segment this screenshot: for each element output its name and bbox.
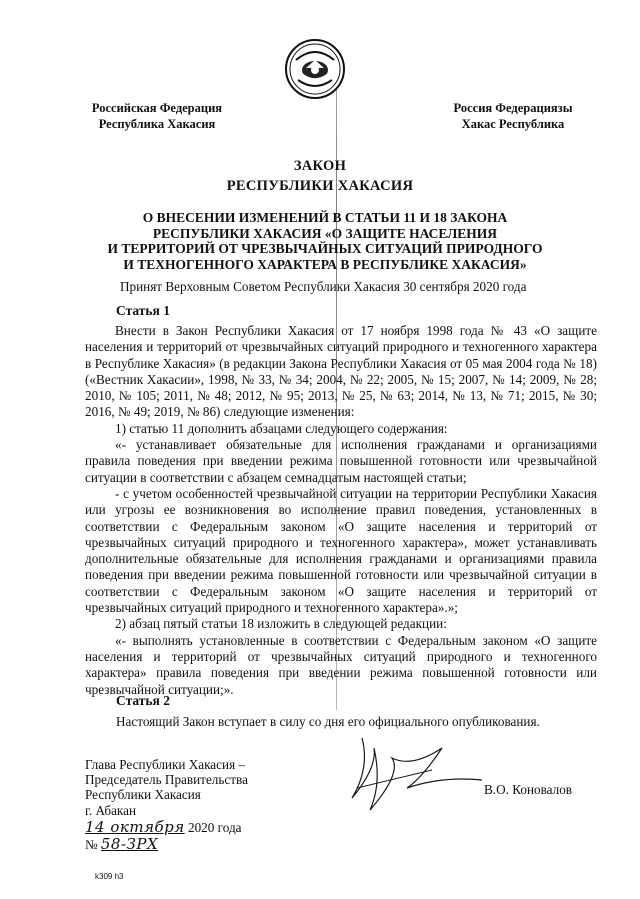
article-2-text: Настоящий Закон вступает в силу со дня его официального опубликования. — [116, 714, 540, 729]
subtitle-line: РЕСПУБЛИКИ ХАКАСИЯ «О ЗАЩИТЕ НАСЕЛЕНИЯ — [152, 225, 498, 241]
header-left-line1: Российская Федерация — [91, 101, 223, 115]
subtitle-line: И ТЕРРИТОРИЙ ОТ ЧРЕЗВЫЧАЙНЫХ СИТУАЦИЙ ПРИРОДНОГО — [107, 241, 543, 256]
coat-of-arms-emblem-icon — [284, 38, 346, 100]
city: г. Абакан — [85, 803, 137, 818]
article-1-heading: Статья 1 — [116, 303, 170, 318]
article-paragraph: - с учетом особенностей чрезвычайной ситуации на территории Республики Хакасия или угрозы ее возникновения во исполнение правил поведения, установленных в соответствии с Федеральным законом «О защите населения и территорий от чрезвычайных ситуаций природного и техногенного характера», может устанавливать дополнительные обязательные для исполнения гражданами и организациями правила поведения при введении режима повышенной готовности или чрезвычайной ситуации в соответствии с Федеральным законом «О защите населения и территорий от чрезвычайных ситуаций природного и техногенного характера».»; — [85, 485, 597, 616]
printed-year: 2020 года — [187, 820, 242, 835]
signatory-position-line: Глава Республики Хакасия – — [85, 757, 246, 772]
signatory-position-line: Республики Хакасия — [85, 787, 201, 802]
handwritten-date: 14 октября — [85, 818, 185, 836]
signatory-position — [85, 757, 248, 802]
signatory-name: В.О. Коновалов — [484, 782, 573, 797]
adoption-note: Принят Верховным Советом Республики Хакасия 30 сентября 2020 года — [120, 279, 527, 294]
subtitle-line: И ТЕХНОГЕННОГО ХАРАКТЕРА В РЕСПУБЛИКЕ ХАКАСИЯ» — [123, 256, 527, 272]
article-paragraph: Внести в Закон Республики Хакасия от 17 ноября 1998 года № 43 «О защите населения и территорий от чрезвычайных ситуаций природного и техногенного характера в Республике Хакасия» (в редакции Закона Республики Хакасия от 05 мая 2004 года № 18) («Вестник Хакасии», 1998, № 33, № 34; 2004, № 22; 2005, № 15; 2007, № 14; 2009, № 28; 2010, № 105; 2011, № 48; 2012, № 95; 2013, № 25, № 63; 2014, № 13, № 71; 2015, № 30; 2016, № 49; 2019, № 86) следующие изменения: — [85, 323, 597, 420]
handwritten-signature-icon — [322, 728, 492, 818]
article-paragraph: 2) абзац пятый статьи 18 изложить в следующей редакции: — [115, 616, 447, 632]
article-1-body — [85, 323, 597, 698]
signatory-position-line: Председатель Правительства — [85, 772, 248, 787]
law-title: ЗАКОН — [293, 158, 347, 174]
handwritten-number: 58-ЗРХ — [100, 835, 159, 853]
article-paragraph: «- устанавливает обязательные для исполнения гражданами и организациями правила поведения при введении режима повышенной готовности или чрезвычайной ситуации в соответствии с абзацем семнадцатым настоящей статьи; — [85, 437, 597, 485]
law-subtitle — [80, 210, 570, 272]
header-right-line1: Россия Федерациязы — [453, 101, 573, 115]
article-paragraph: 1) статью 11 дополнить абзацами следующего содержания: — [115, 420, 448, 436]
number-prefix: № — [85, 837, 98, 852]
subtitle-line: О ВНЕСЕНИИ ИЗМЕНЕНИЙ В СТАТЬИ 11 И 18 ЗАКОНА — [142, 210, 508, 225]
header-right-line2: Хакас Республика — [461, 117, 565, 131]
law-title-republic: РЕСПУБЛИКИ ХАКАСИЯ — [226, 178, 414, 194]
header-left-line2: Республика Хакасия — [98, 117, 216, 131]
article-2-heading: Статья 2 — [116, 693, 170, 708]
header-khakas — [438, 100, 588, 132]
header-russian — [82, 100, 232, 132]
footer-code: k309 h3 — [95, 872, 124, 881]
date-line — [85, 819, 242, 836]
place-date-number — [85, 803, 242, 853]
number-line — [85, 836, 242, 853]
article-paragraph: «- выполнять установленные в соответствии с Федеральным законом «О защите населения и территорий от чрезвычайных ситуаций природного и техногенного характера» правила поведения при введении режима повышенной готовности или чрезвычайной ситуации;». — [85, 632, 597, 697]
